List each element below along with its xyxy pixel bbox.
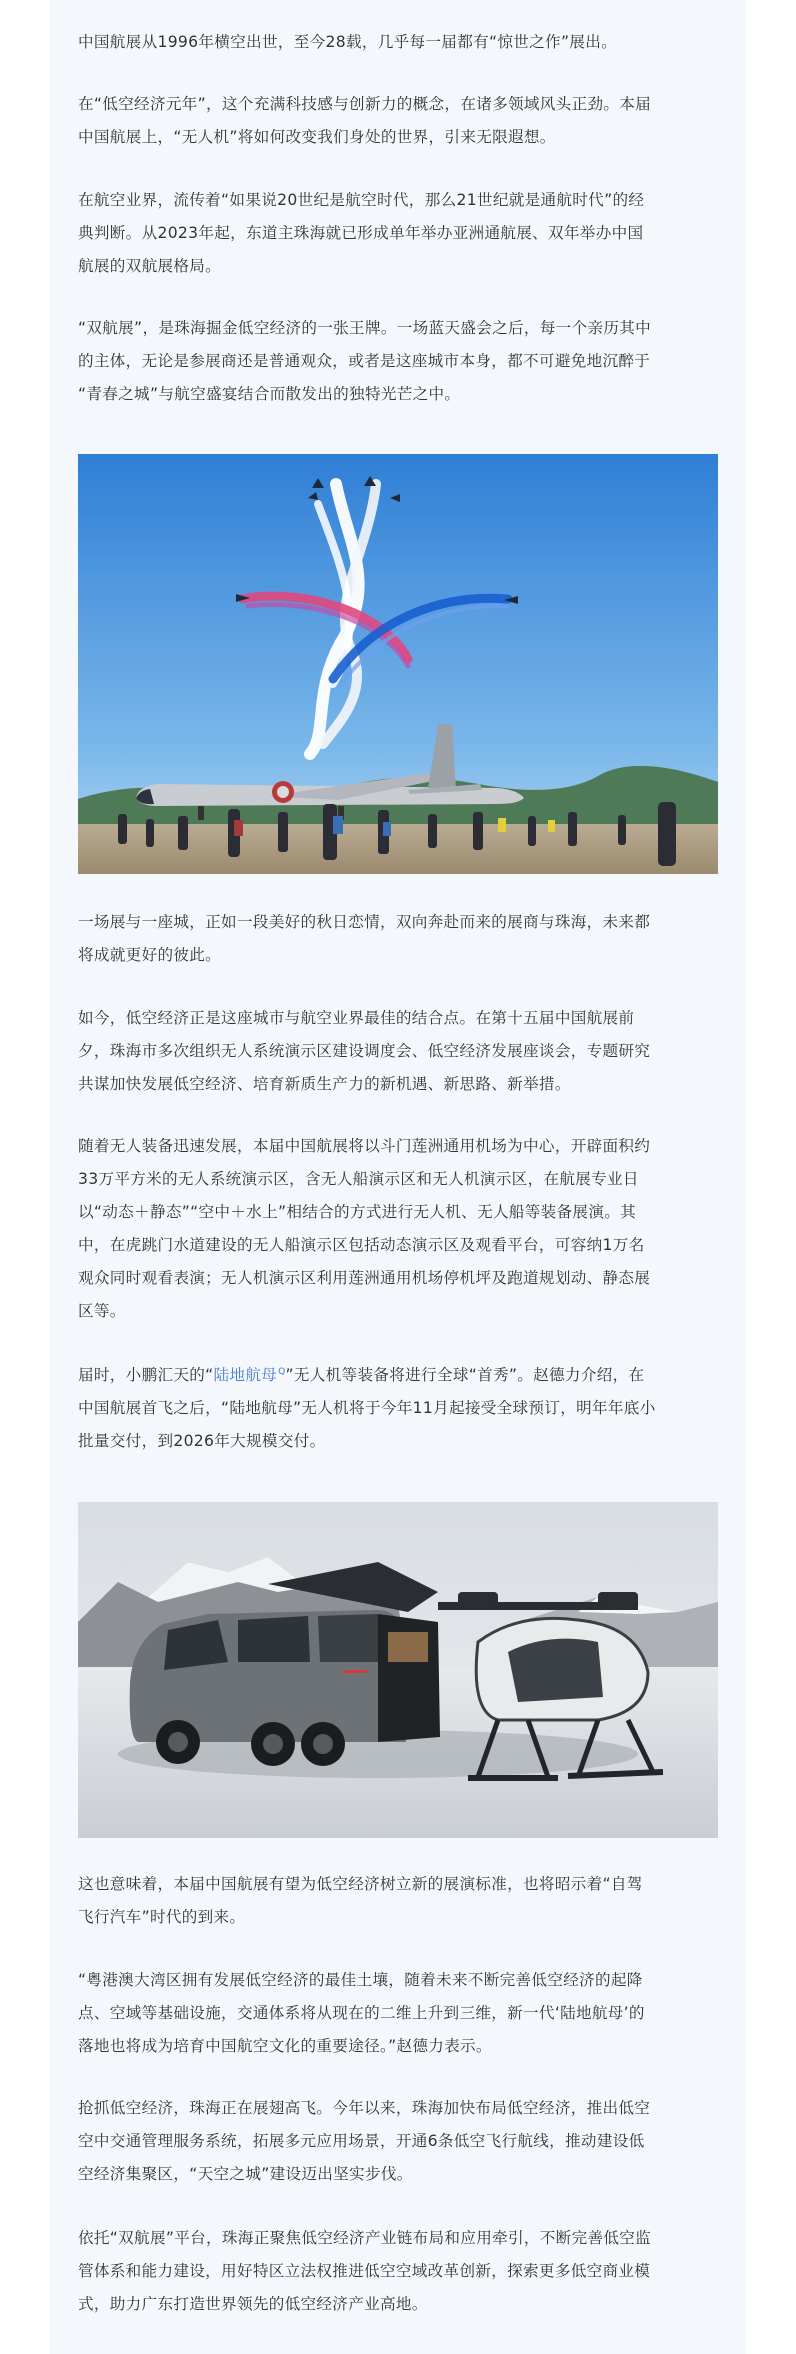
paragraph-line: 点、空域等基础设施，交通体系将从现在的二维上升到三维，新一代‘陆地航母’的 <box>78 2004 645 2022</box>
search-link-land-aircraft-carrier[interactable]: 陆地航母 <box>213 1366 278 1385</box>
paragraph-text: ”无人机等装备将进行全球“首秀”。赵德力介绍，在 <box>285 1366 645 1385</box>
paragraph-line: 空中交通管理服务系统，拓展多元应用场景，开通6条低空飞行航线，推动建设低 <box>78 2132 645 2150</box>
search-icon[interactable]: Q <box>278 1367 286 1377</box>
paragraph-line: 中国航展首飞之后，“陆地航母”无人机将于今年11月起接受全球预订，明年年底小 <box>78 1399 656 1418</box>
paragraph-line: 落地也将成为培育中国航空文化的重要途径。”赵德力表示。 <box>78 2037 492 2055</box>
paragraph-line: 的主体，无论是参展商还是普通观众，或者是这座城市本身，都不可避免地沉醉于 <box>78 352 651 370</box>
paragraph-9 <box>78 1868 718 1934</box>
paragraph-line: 在航空业界，流传着“如果说20世纪是航空时代，那么21世纪就是通航时代”的经 <box>78 191 645 209</box>
paragraph-line: 一场展与一座城，正如一段美好的秋日恋情，双向奔赴而来的展商与珠海，未来都 <box>78 913 651 931</box>
paragraph-line: 中国航展从1996年横空出世，至今28载，几乎每一届都有“惊世之作”展出。 <box>78 33 618 51</box>
paragraph-line: 式，助力广东打造世界领先的低空经济产业高地。 <box>78 2295 428 2313</box>
paragraph-line: 抢抓低空经济，珠海正在展翅高飞。今年以来，珠海加快布局低空经济，推出低空 <box>78 2099 651 2117</box>
paragraph-line: 如今，低空经济正是这座城市与航空业界最佳的结合点。在第十五届中国航展前 <box>78 1009 635 1027</box>
paragraph-line: 典判断。从2023年起，东道主珠海就已形成单年举办亚洲通航展、双年举办中国 <box>78 224 644 242</box>
paragraph-5 <box>78 906 718 972</box>
paragraph-line: 空经济集聚区，“天空之城”建设迈出坚实步伐。 <box>78 2165 413 2183</box>
paragraph-line: 这也意味着，本届中国航展有望为低空经济树立新的展演标准，也将昭示着“自驾 <box>78 1875 643 1893</box>
paragraph-line: 中，在虎跳门水道建设的无人船演示区包括动态演示区及观看平台，可容纳1万名 <box>78 1236 645 1254</box>
paragraph-line: 航展的双航展格局。 <box>78 257 222 275</box>
paragraph-10 <box>78 1964 718 2063</box>
paragraph-line: 中国航展上，“无人机”将如何改变我们身处的世界，引来无限遐想。 <box>78 128 556 146</box>
paragraph-6 <box>78 1002 718 1101</box>
airshow-photo <box>78 454 718 874</box>
paragraph-line: 飞行汽车”时代的到来。 <box>78 1908 246 1926</box>
paragraph-11 <box>78 2092 718 2191</box>
paragraph-line: “青春之城”与航空盛宴结合而散发出的独特光芒之中。 <box>78 385 461 403</box>
paragraph-line: 共谋加快发展低空经济、培育新质生产力的新机遇、新思路、新举措。 <box>78 1075 571 1093</box>
paragraph-line <box>78 1356 718 1392</box>
paragraph-line: 依托“双航展”平台，珠海正聚焦低空经济产业链布局和应用牵引，不断完善低空监 <box>78 2229 652 2247</box>
paragraph-1 <box>78 26 718 59</box>
paragraph-line: 随着无人装备迅速发展，本届中国航展将以斗门莲洲通用机场为中心，开辟面积约 <box>78 1137 651 1155</box>
paragraph-7 <box>78 1130 718 1328</box>
paragraph-line: “粤港澳大湾区拥有发展低空经济的最佳土壤，随着未来不断完善低空经济的起降 <box>78 1971 643 1989</box>
paragraph-text: 届时，小鹏汇天的“ <box>78 1366 214 1385</box>
paragraph-line: 将成就更好的彼此。 <box>78 946 222 964</box>
paragraph-8 <box>78 1356 718 1458</box>
flying-car-photo <box>78 1502 718 1838</box>
paragraph-line: 管体系和能力建设，用好特区立法权推进低空空域改革创新，探索更多低空商业模 <box>78 2262 651 2280</box>
paragraph-line: 批量交付，到2026年大规模交付。 <box>78 1432 326 1451</box>
paragraph-2 <box>78 88 718 154</box>
paragraph-line: 区等。 <box>78 1302 126 1320</box>
paragraph-line: 33万平方米的无人系统演示区，含无人船演示区和无人机演示区，在航展专业日 <box>78 1170 639 1188</box>
paragraph-3 <box>78 184 718 283</box>
paragraph-4 <box>78 312 718 411</box>
paragraph-line: 以“动态＋静态”“空中＋水上”相结合的方式进行无人机、无人船等装备展演。其 <box>78 1203 637 1221</box>
paragraph-12 <box>78 2222 718 2321</box>
paragraph-line: 在“低空经济元年”，这个充满科技感与创新力的概念，在诸多领域风头正劲。本届 <box>78 95 652 113</box>
paragraph-line: 观众同时观看表演；无人机演示区利用莲洲通用机场停机坪及跑道规划动、静态展 <box>78 1269 651 1287</box>
paragraph-line: 夕，珠海市多次组织无人系统演示区建设调度会、低空经济发展座谈会，专题研究 <box>78 1042 651 1060</box>
article-container <box>50 0 746 2354</box>
paragraph-line: “双航展”，是珠海掘金低空经济的一张王牌。一场蓝天盛会之后，每一个亲历其中 <box>78 319 652 337</box>
